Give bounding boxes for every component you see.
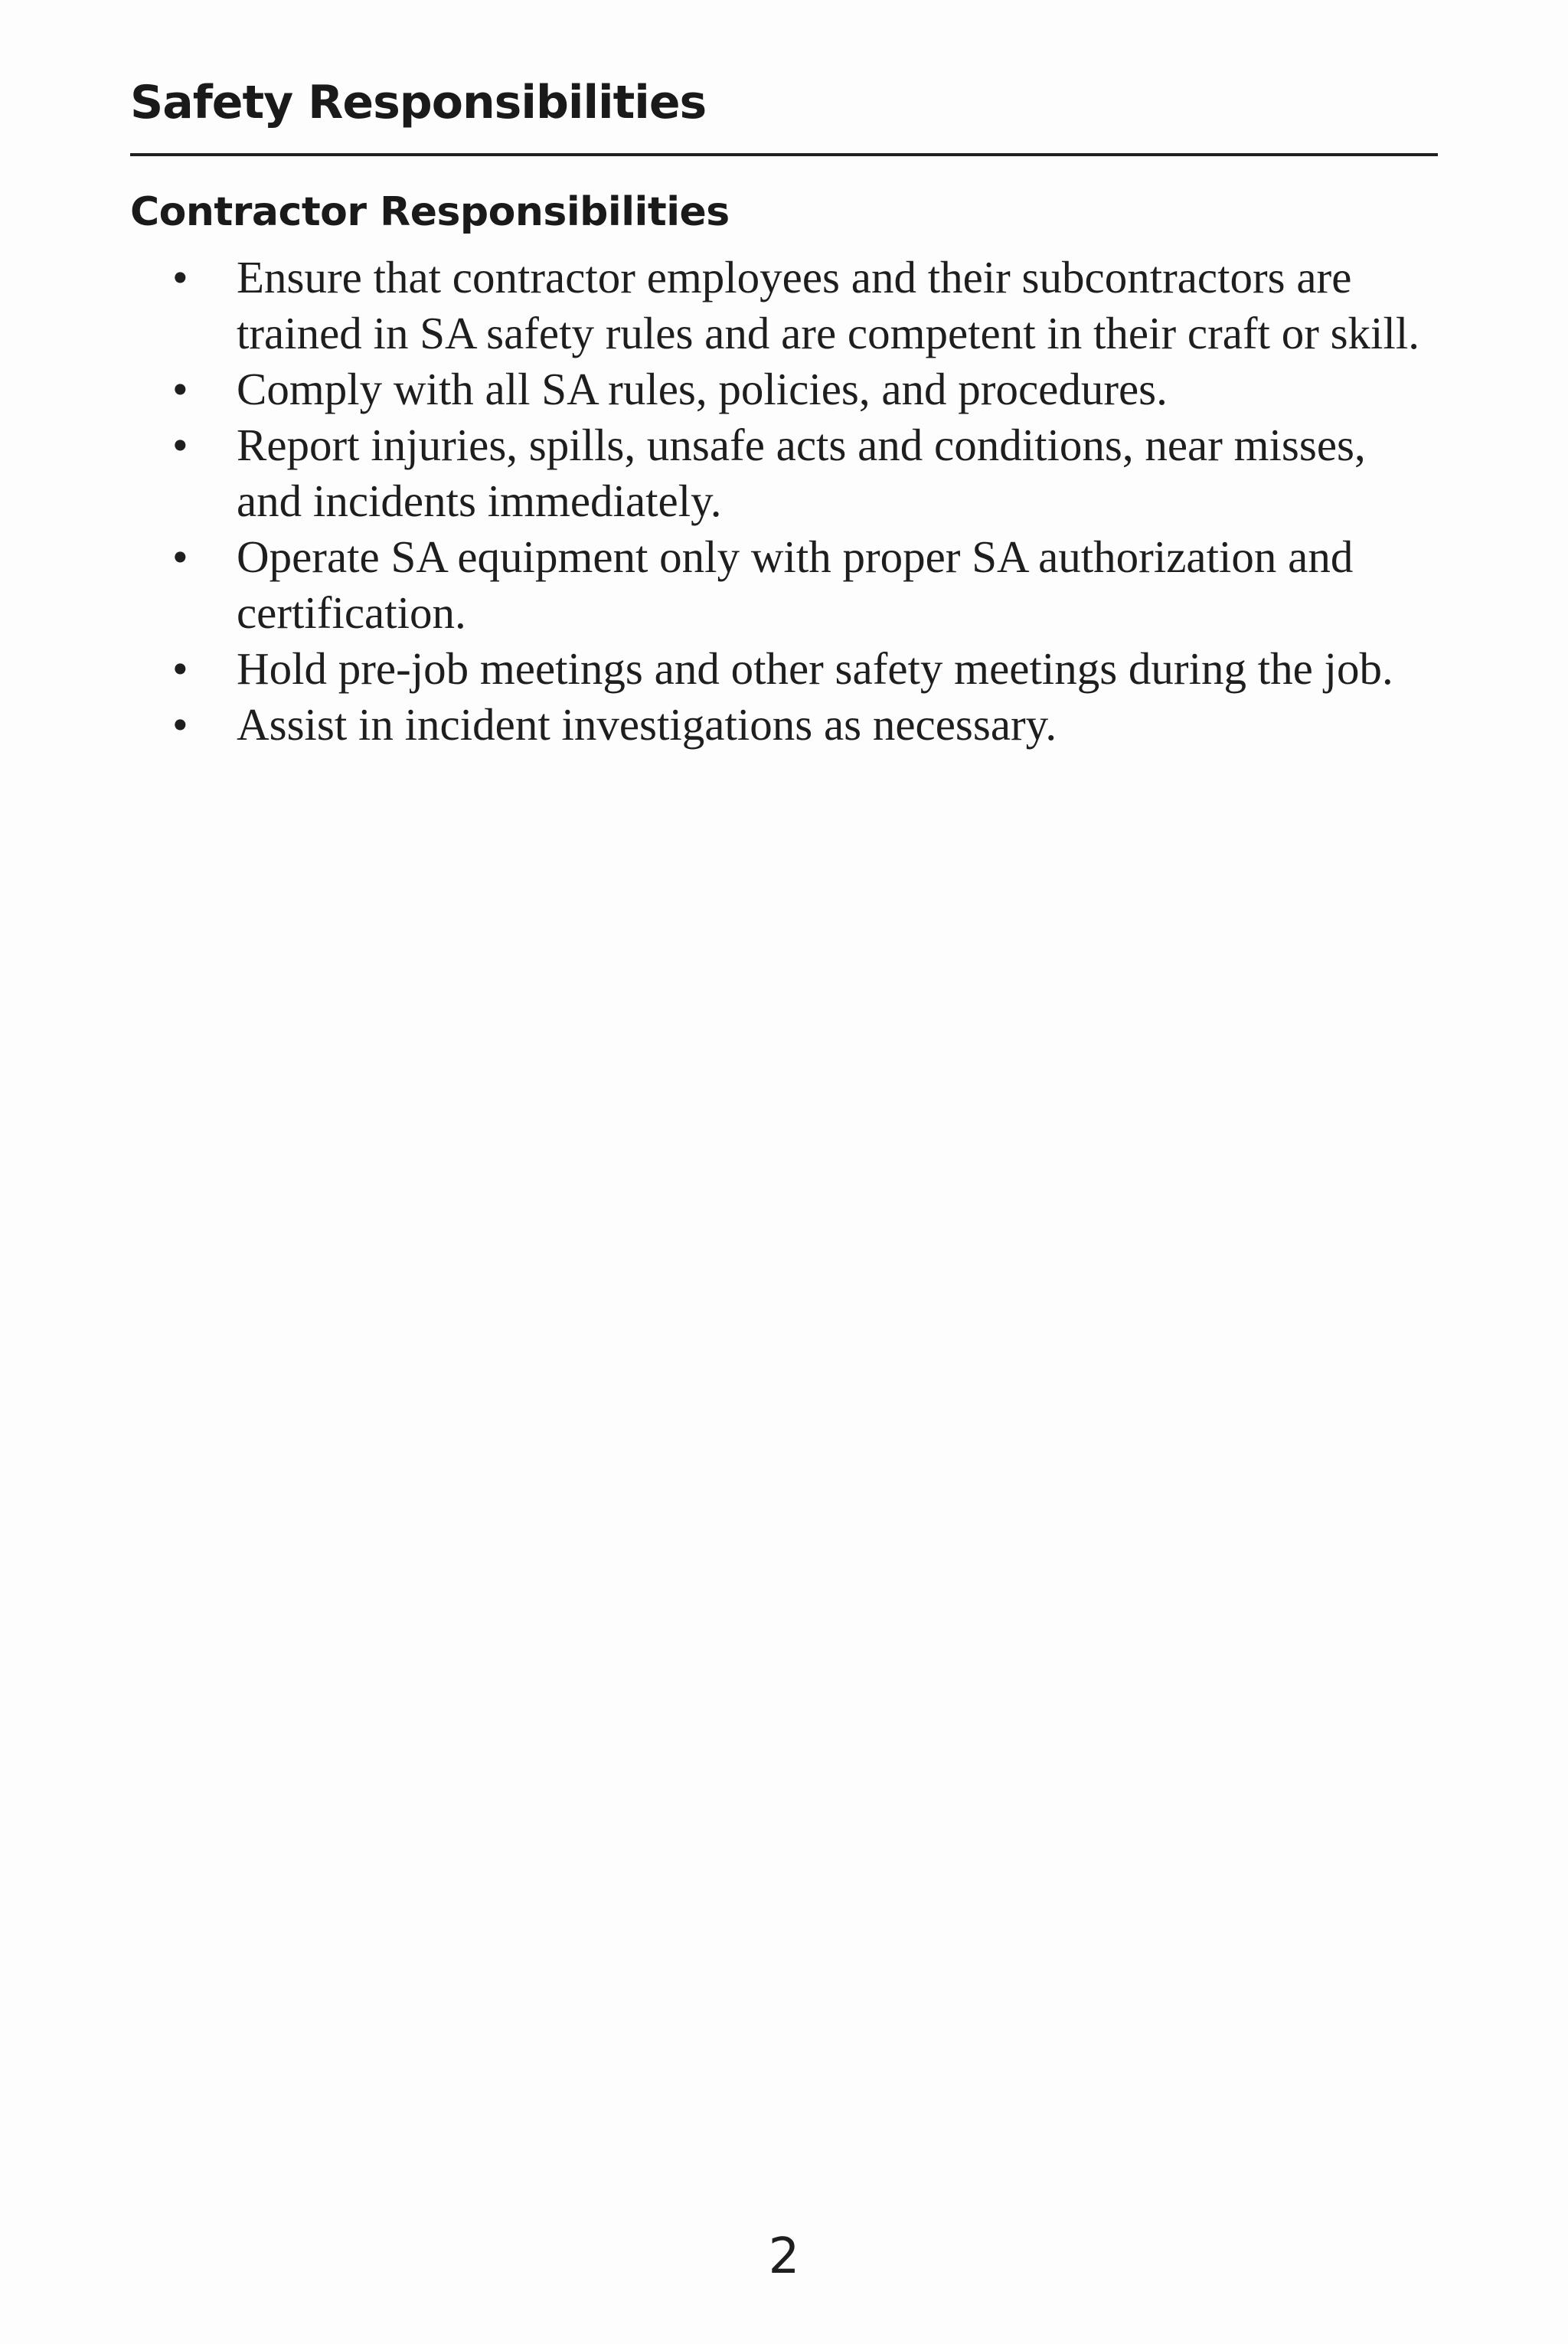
list-item-text: Comply with all SA rules, policies, and procedures. <box>237 364 1168 414</box>
page-number: 2 <box>768 2228 800 2285</box>
list-item <box>172 641 1428 697</box>
bullet-icon: • <box>172 364 188 414</box>
list-item-text: Report injuries, spills, unsafe acts and conditions, near misses, and incidents immediately. <box>237 420 1366 526</box>
list-item <box>172 529 1428 641</box>
bullet-icon: • <box>172 699 188 750</box>
responsibilities-list <box>172 250 1428 753</box>
list-item <box>172 417 1428 529</box>
title-divider <box>130 153 1438 156</box>
list-item-text: Assist in incident investigations as necessary. <box>237 699 1057 750</box>
bullet-icon: • <box>172 643 188 694</box>
list-item <box>172 250 1428 361</box>
bullet-icon: • <box>172 420 188 470</box>
list-item-text: Hold pre-job meetings and other safety meetings during the job. <box>237 643 1393 694</box>
section-title: Safety Responsibilities <box>130 76 707 129</box>
subsection-title: Contractor Responsibilities <box>130 189 730 235</box>
list-item <box>172 361 1428 417</box>
list-item <box>172 697 1428 753</box>
list-item-text: Operate SA equipment only with proper SA authorization and certification. <box>237 531 1354 638</box>
bullet-icon: • <box>172 252 188 302</box>
list-item-text: Ensure that contractor employees and their subcontractors are trained in SA safety rules and are competent in their craft or skill. <box>237 252 1419 358</box>
bullet-icon: • <box>172 531 188 582</box>
